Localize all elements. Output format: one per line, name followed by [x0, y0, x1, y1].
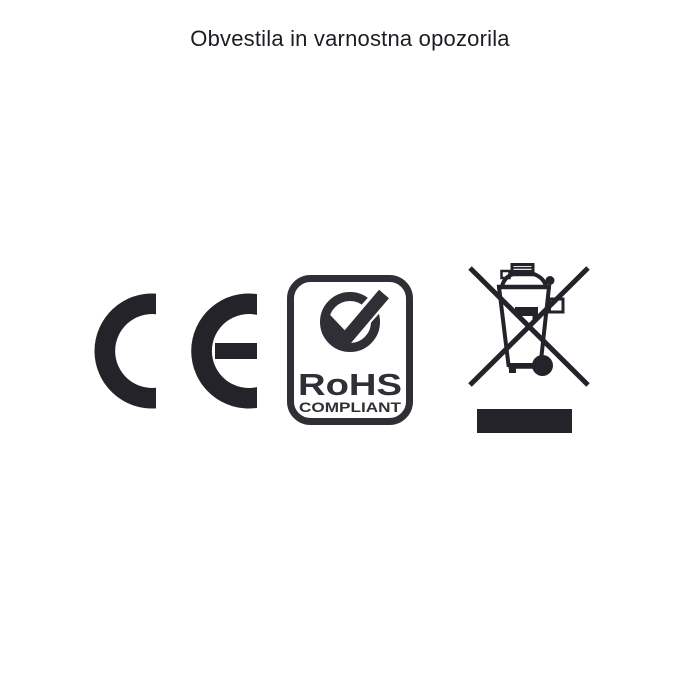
weee-bin-wheel	[532, 355, 553, 376]
rohs-title: RoHS	[298, 367, 402, 402]
ce-letter-e-bar	[215, 343, 257, 359]
weee-lid-right-knob	[546, 276, 555, 285]
weee-black-bar	[477, 409, 572, 433]
weee-lid-left-bump	[502, 271, 510, 278]
rohs-compliant-badge-icon	[287, 275, 413, 425]
rohs-badge-svg	[287, 275, 413, 425]
weee-crossed-out-wheeled-bin-icon	[462, 262, 595, 434]
weee-bin-foot	[509, 365, 516, 373]
page-title: Obvestila in varnostna opozorila	[190, 26, 510, 51]
rohs-subtitle: COMPLIANT	[299, 399, 402, 415]
weee-lid-handle	[512, 265, 533, 275]
weee-symbol-svg	[462, 262, 595, 434]
ce-marking-svg	[94, 293, 258, 409]
ce-letter-c	[94, 294, 156, 409]
ce-marking-icon	[94, 293, 258, 409]
weee-bin-body	[499, 287, 549, 365]
